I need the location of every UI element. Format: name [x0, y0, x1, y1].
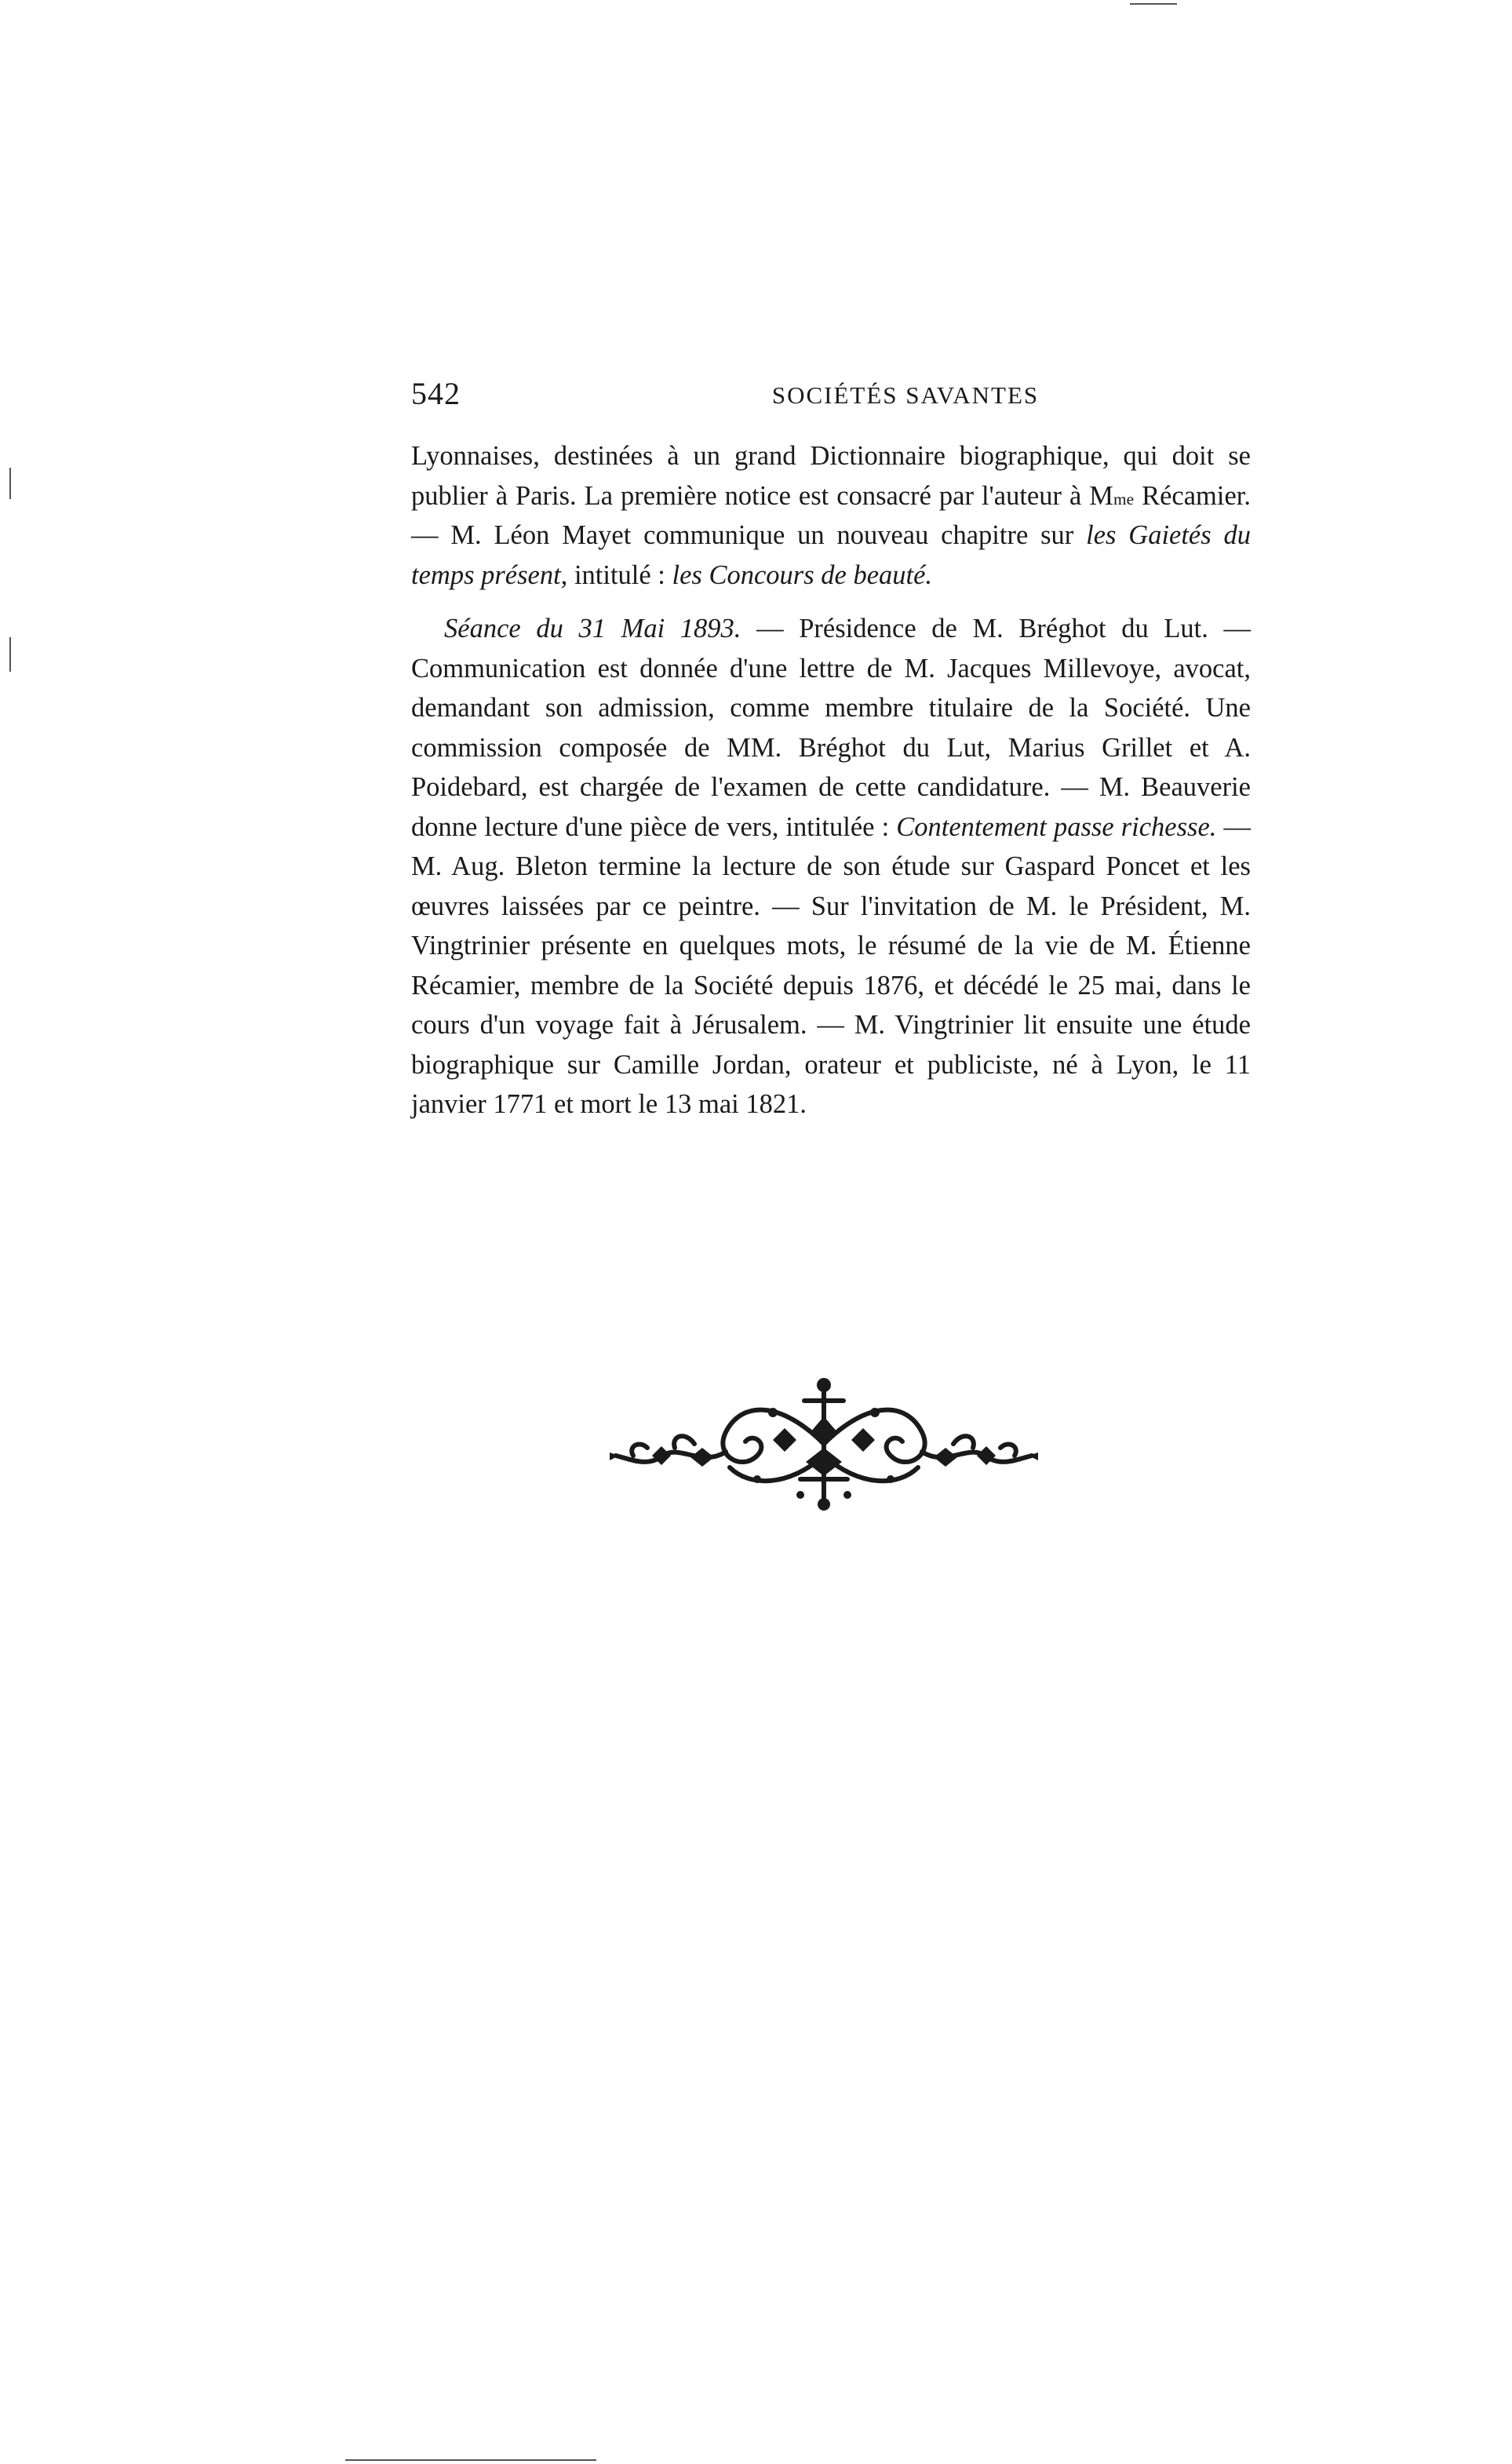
paragraph-continuation [411, 436, 1251, 595]
italic-title: les Concours de beauté. [672, 560, 933, 590]
scan-artifact [9, 637, 11, 672]
paragraph-seance [411, 609, 1251, 1124]
text-span: Récamier. — M. Léon Mayet communique un nouveau chapitre sur [411, 480, 1251, 550]
superscript: me [1113, 489, 1135, 508]
text-span: — M. Aug. Bleton termine la lecture de son étude sur Gaspard Poncet et les œuvres laissées par ce peintre. — Sur l'invitation de M. le Président, M. Vingtrinier présente en quelques mots, le résumé de la vie de M. Étienne Récamier, membre de la Société depuis 1876, et décédé le 25 mai, dans le cours d'un voyage fait à Jérusalem. — M. Vingtrinier lit ensuite une étude biographique sur Camille Jordan, orateur et publiciste, né à Lyon, le 11 janvier 1771 et mort le 13 mai 1821. [411, 811, 1251, 1119]
scan-artifact [345, 2459, 596, 2461]
page-number: 542 [411, 376, 461, 411]
running-title: SOCIÉTÉS SAVANTES [771, 381, 1040, 409]
seance-date: Séance du 31 Mai 1893. [444, 614, 741, 643]
body-text [411, 436, 1251, 1124]
fleuron-ornament-icon [592, 1369, 1055, 1514]
scan-artifact [9, 468, 11, 499]
italic-title: les Gaietés du temps présent, [411, 520, 1251, 590]
text-span: — Présidence de M. Bréghot du Lut. — Communication est donnée d'une lettre de M. Jacques Millevoye, avocat, demandant son admission, comme membre titulaire de la Société. Une commission composée de MM. Bréghot du Lut, Marius Grillet et A. Poidebard, est chargée de l'examen de cette candidature. — M. Beauverie donne lecture d'une pièce de vers, intitulée : [411, 614, 1251, 842]
italic-title: Contentement passe richesse. [896, 811, 1217, 842]
text-span: intitulé : [567, 560, 672, 590]
scan-artifact [1130, 3, 1177, 5]
text-span: Lyonnaises, destinées à un grand Dictionnaire biographique, qui doit se publier à Paris. La première notice est consacré par l'auteur à M [411, 441, 1251, 511]
page-header [411, 375, 1251, 422]
